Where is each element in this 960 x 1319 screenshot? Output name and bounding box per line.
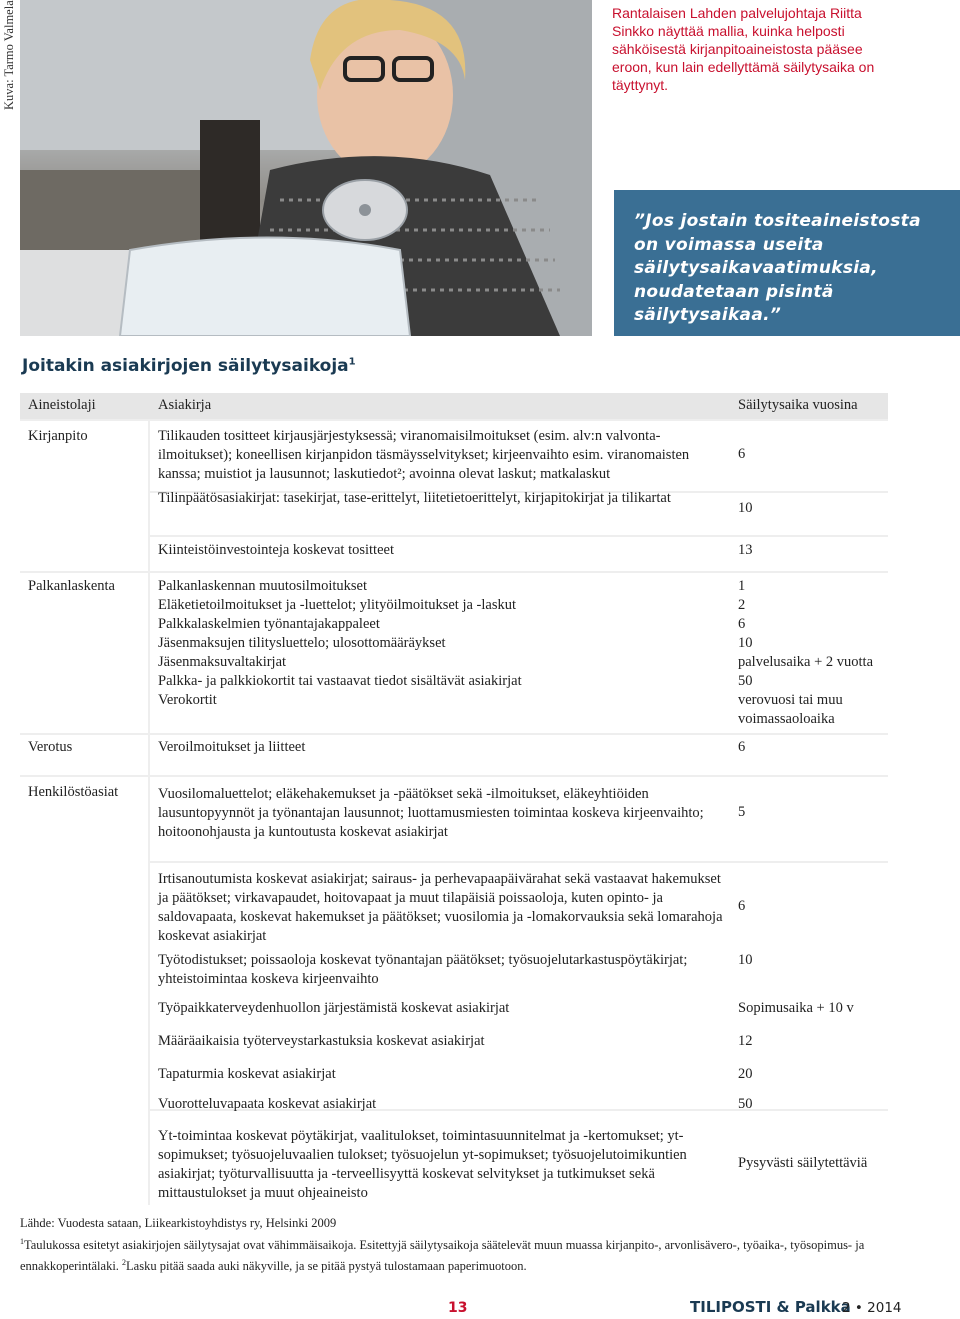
- photo-illustration: [20, 0, 592, 336]
- retention-value: 10: [738, 500, 753, 516]
- document-text: Vuosilomaluettelot; eläkehakemukset ja -päätökset sekä -ilmoitukset, eläkeyhtiöiden lausuntopyynnöt ja työnantajan lausunnot; luottamusmiesten toimintaa koskeva kirjeenvaihto; hoitoonohjausta ja kuntoutusta koskevat asiakirjat: [158, 786, 704, 840]
- retention-value-list: [738, 577, 886, 729]
- category-verotus: Verotus: [28, 739, 73, 755]
- document-text: Veroilmoitukset ja liitteet: [158, 739, 306, 755]
- table-header-row: [20, 393, 888, 419]
- retention-value: 6: [738, 446, 746, 462]
- footnotes: [20, 1215, 920, 1276]
- footnote-2-text: Lasku pitää saada auki näkyville, ja se pitää pystyä tulostamaan paperimuotoon.: [126, 1259, 527, 1274]
- group-henkilostoasiat: [20, 775, 888, 1205]
- document-text: Määräaikaisia työterveystarkastuksia koskevat asiakirjat: [158, 1033, 485, 1049]
- category-henkilostoasiat: Henkilöstöasiat: [28, 784, 119, 800]
- document-text: Tapaturmia koskevat asiakirjat: [158, 1066, 336, 1082]
- document-item: Palkanlaskennan muutosilmoitukset: [158, 578, 368, 594]
- cell-category: [20, 573, 148, 733]
- document-text: Vuorotteluvapaata koskevat asiakirjat: [158, 1096, 377, 1112]
- retention-value: 5: [738, 804, 746, 820]
- table-heading-footnote-mark: 1: [348, 356, 356, 368]
- table-heading: [22, 356, 356, 376]
- source-note: Lähde: Vuodesta sataan, Liikearkistoyhdistys ry, Helsinki 2009: [20, 1216, 337, 1230]
- footnote-2-mark: 2: [122, 1258, 127, 1268]
- retention-value: 12: [738, 1033, 753, 1049]
- footnote-1-text: Taulukossa esitetyt asiakirjojen säilytysajat ovat vähimmäisaikoja. Esitettyjä säilytysaikoja säätelevät muun muassa kirjanpito-, arvonlisävero-, työaika-, työsopimus- ja ennakkoperintälaki.: [20, 1237, 865, 1274]
- retention-value: voimassaoloaika: [738, 711, 835, 727]
- pull-quote: ”Jos jostain tositeaineistosta on voimassa useita säilytysaikavaatimuksia, noudatetaan pisintä säilytysaikaa.”: [614, 190, 960, 336]
- header-sailytysaika: Säilytysaika vuosina: [738, 397, 858, 413]
- retention-value: verovuosi tai muu: [738, 692, 843, 708]
- document-item: Palkka- ja palkkiokortit tai vastaavat tiedot sisältävät asiakirjat: [158, 673, 522, 689]
- issue-number: 2 • 2014: [842, 1300, 902, 1316]
- photo-placeholder: [20, 0, 592, 336]
- retention-value: Pysyvästi säilytettäviä: [738, 1155, 868, 1171]
- footnote-1: [20, 1233, 920, 1276]
- retention-value: 6: [738, 898, 746, 914]
- header-asiakirja: Asiakirja: [158, 397, 212, 413]
- cell-category: [20, 777, 148, 1205]
- document-text: Työtodistukset; poissaoloja koskevat työnantajan päätökset; työsuojelutarkastuspöytäkirjat; yhteistoimintaa koskeva kirjeenvaihto: [158, 952, 688, 987]
- page-number: 13: [448, 1300, 468, 1316]
- category-palkanlaskenta: Palkanlaskenta: [28, 578, 115, 594]
- photo-caption: Rantalaisen Lahden palvelujohtaja Riitta Sinkko näyttää mallia, kuinka helposti sähköisestä kirjanpitoaineistosta pääsee eroon, kun lain edellyttämä säilytysaika on täyttynyt.: [612, 5, 875, 93]
- document-item: Verokortit: [158, 692, 217, 708]
- retention-value: 10: [738, 635, 753, 651]
- retention-value: 50: [738, 673, 753, 689]
- document-item: Palkkalaskelmien työnantajakappaleet: [158, 616, 380, 632]
- retention-value: 13: [738, 542, 753, 558]
- retention-value: 1: [738, 578, 746, 594]
- category-kirjanpito: Kirjanpito: [28, 428, 88, 444]
- table-heading-text: Joitakin asiakirjojen säilytysaikoja: [22, 356, 349, 376]
- retention-value: palvelusaika + 2 vuotta: [738, 654, 874, 670]
- document-item: Jäsenmaksujen tilitysluettelo; ulosottomääräykset: [158, 635, 446, 651]
- photo-credit: Kuva: Tarmo Valmela: [2, 0, 16, 110]
- document-text: Kiinteistöinvestointeja koskevat tositteet: [158, 542, 394, 558]
- group-palkanlaskenta: [20, 571, 888, 733]
- retention-value: 6: [738, 739, 746, 755]
- group-kirjanpito: [20, 419, 888, 571]
- document-text: Irtisanoutumista koskevat asiakirjat; sairaus- ja perhevapaapäivärahat sekä vastaavat hakemukset ja päätökset; virkavapaudet, hoitovapaat ja muut tilapäisiä poissaoloja, kuten opinto- ja saldovapaata, koskevat hakemukset ja päätökset; vuosilomia ja -lomakorvauksia sekä lomarahoja koskevat asiakirjat: [158, 871, 723, 944]
- retention-value: 20: [738, 1066, 753, 1082]
- document-text: Yt-toimintaa koskevat pöytäkirjat, vaalitulokset, toimintasuunnitelmat ja -kertomukset; yt-sopimukset; työsuojeluvaalien tulokset; työsuojelun yt-sopimukset; työsuojelutoimikuntien asiakirjat; työturvallisuutta ja -terveellisyyttä koskevat selvitykset ja tutkimukset sekä mittaustulokset ja muut ohjeaineisto: [158, 1128, 687, 1201]
- retention-value: 50: [738, 1096, 753, 1112]
- document-text: Tilinpäätösasiakirjat: tasekirjat, tase-erittelyt, liitetietoerittelyt, kirjapitokirjat ja tilikartat: [158, 490, 671, 506]
- document-text: Työpaikkaterveydenhuollon järjestämistä koskevat asiakirjat: [158, 1000, 510, 1016]
- publication-brand: TILIPOSTI & Palkka: [690, 1298, 851, 1316]
- retention-value: 10: [738, 952, 753, 968]
- document-item: Jäsenmaksuvaltakirjat: [158, 654, 287, 670]
- footnote-1-mark: 1: [20, 1236, 24, 1246]
- retention-value: Sopimusaika + 10 v: [738, 1000, 854, 1016]
- document-list: [158, 577, 732, 710]
- retention-value: 6: [738, 616, 746, 632]
- document-item: Eläketietoilmoitukset ja -luettelot; ylityöilmoitukset ja -laskut: [158, 597, 517, 613]
- retention-value: 2: [738, 597, 746, 613]
- group-verotus: [20, 733, 888, 775]
- header-aineistolaji: Aineistolaji: [28, 397, 96, 413]
- document-text: Tilikauden tositteet kirjausjärjestyksessä; viranomaisilmoitukset (esim. alv:n valvonta-ilmoitukset); koneellisen kirjanpidon täsmäysselvitykset; kirjeenvaihto esim. viranomaisten kanssa; muistiot ja lausunnot; laskutiedot²; avoinna olevat laskut; matkalaskut: [158, 428, 690, 482]
